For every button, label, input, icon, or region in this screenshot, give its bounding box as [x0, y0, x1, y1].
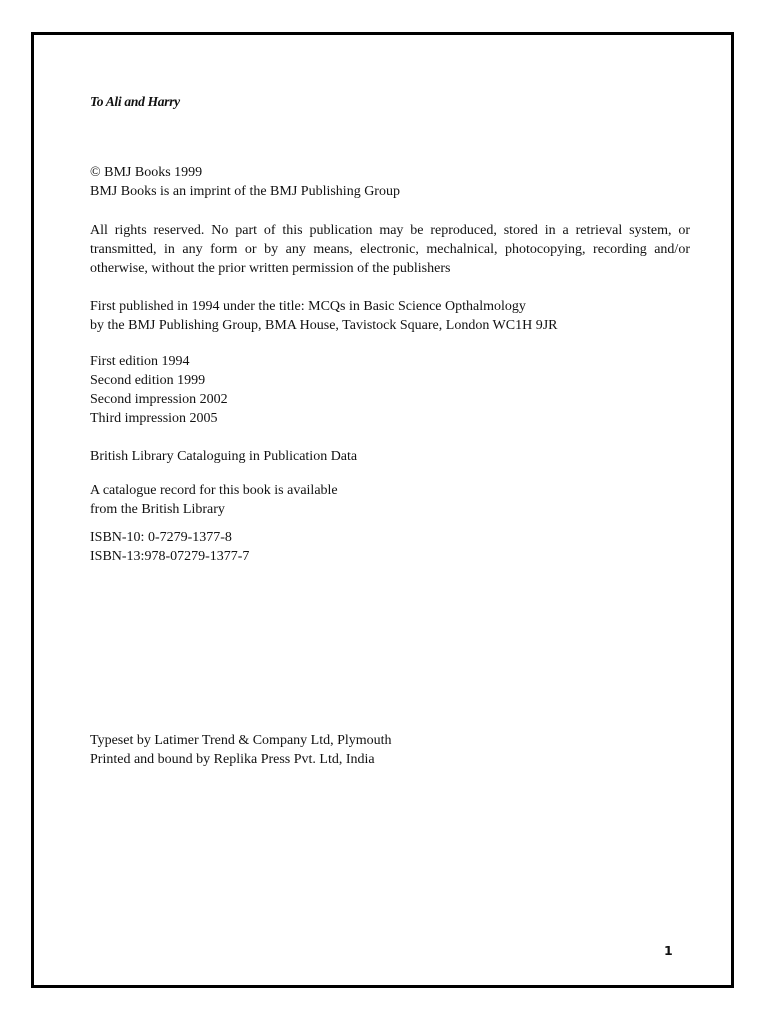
dedication: To Ali and Harry [90, 94, 180, 109]
typeset-line: Typeset by Latimer Trend & Company Ltd, Plymouth [90, 733, 392, 748]
rights-statement: All rights reserved. No part of this publication may be reproduced, stored in a retrieval system, or transmitted, in any form or by any means, electronic, mechalnical, photocopying, recording and/or otherwise, without the prior written permission of the publishers [90, 223, 690, 276]
production-block [90, 731, 690, 769]
cip-heading: British Library Cataloguing in Publication Data [90, 449, 358, 464]
catalogue-line: from the British Library [90, 502, 225, 517]
catalogue-line: A catalogue record for this book is available [90, 483, 338, 498]
copyright-block [90, 163, 690, 201]
edition-item: Third impression 2005 [90, 411, 218, 426]
copyright-line: © BMJ Books 1999 [90, 165, 203, 180]
printed-line: Printed and bound by Replika Press Pvt. Ltd, India [90, 752, 375, 767]
edition-item: Second impression 2002 [90, 392, 228, 407]
catalogue-block [90, 481, 690, 519]
page-number: 1 [664, 943, 673, 958]
edition-item: Second edition 1999 [90, 373, 206, 388]
first-published-line: First published in 1994 under the title: MCQs in Basic Science Opthalmology [90, 299, 526, 314]
editions-list [90, 352, 690, 428]
isbn-13: ISBN-13:978-07279-1377-7 [90, 549, 250, 564]
publisher-address-line: by the BMJ Publishing Group, BMA House, Tavistock Square, London WC1H 9JR [90, 318, 558, 333]
edition-item: First edition 1994 [90, 354, 190, 369]
isbn-10: ISBN-10: 0-7279-1377-8 [90, 530, 232, 545]
isbn-block [90, 528, 690, 566]
first-published-block [90, 297, 690, 335]
imprint-line: BMJ Books is an imprint of the BMJ Publishing Group [90, 184, 400, 199]
